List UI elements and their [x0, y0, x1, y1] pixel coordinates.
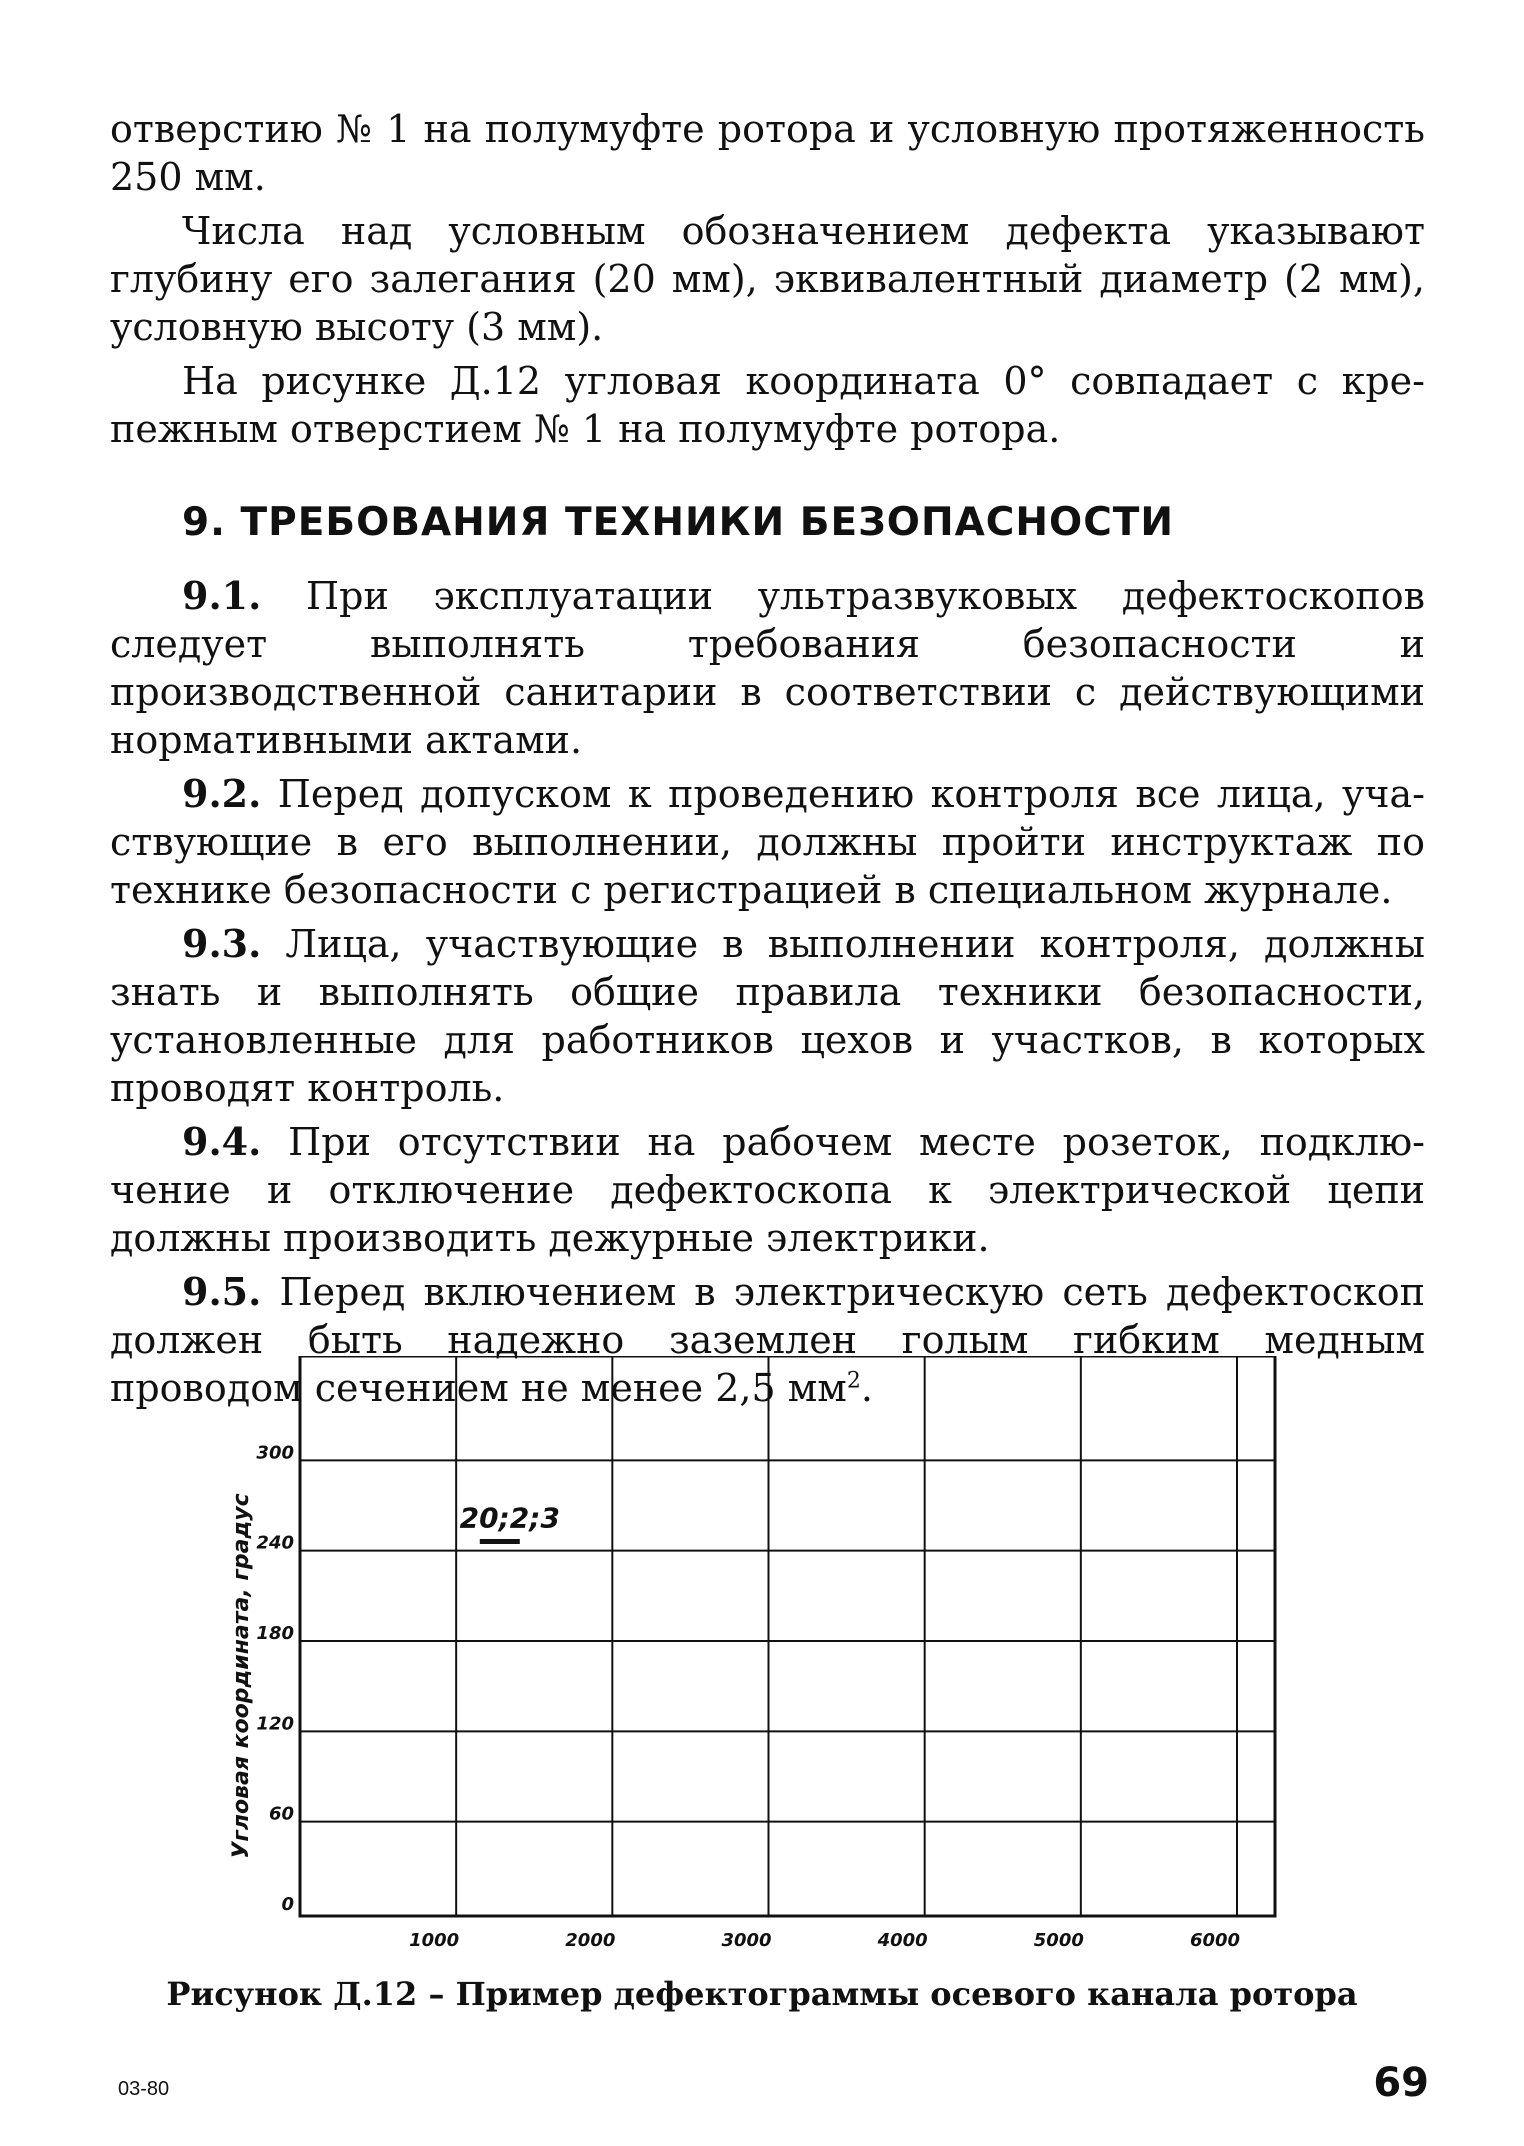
- clause-9-3: [110, 920, 1425, 1112]
- clause-end: .: [860, 1366, 873, 1410]
- clause-number: 9.3.: [182, 921, 262, 966]
- y-tick-label: 240: [256, 1532, 294, 1554]
- chart-frame: [300, 1356, 1275, 1916]
- clause-text: Перед включением в электрическую сеть дефектоскоп должен быть надежно заземлен голым гибким медным проводом сечением не менее 2,5 мм: [110, 1270, 1425, 1410]
- clause-9-1: [110, 572, 1425, 764]
- x-tick-label: 5000: [1033, 1930, 1084, 1951]
- page-number: 69: [1373, 2060, 1429, 2106]
- clause-text: При эксплуатации ультразвуковых дефектоскопов следует выполнять требования безопасности и производственной санитарии в соответствии с действующими нормативными актами.: [110, 574, 1425, 762]
- clause-number: 9.5.: [182, 1269, 262, 1314]
- x-tick-label: 1000: [409, 1930, 460, 1951]
- paragraph: отверстию № 1 на полумуфте ротора и условную протяженность 250 мм.: [110, 107, 1425, 199]
- clause-text: Перед допуском к проведению контроля все лица, участвующие в его выполнении, должны пройти инструктаж по технике безопасности с регистрацией в специальном журнале.: [110, 772, 1425, 912]
- defectogram-figure: [200, 1356, 1400, 1956]
- x-tick-label: 6000: [1189, 1930, 1241, 1951]
- clause-number: 9.2.: [182, 771, 262, 816]
- clause-text: Лица, участвующие в выполнении контроля, должны знать и выполнять общие правила техники безопасности, установленные для работников цехов и участков, в которых проводят контроль.: [110, 922, 1425, 1110]
- x-tick-label: 2000: [565, 1930, 616, 1951]
- y-tick-label: 60: [268, 1803, 294, 1825]
- section-heading: 9. ТРЕБОВАНИЯ ТЕХНИКИ БЕЗОПАСНОСТИ: [182, 500, 1175, 545]
- defect-label: 20;2;3: [459, 1501, 560, 1535]
- clause-number: 9.1.: [182, 573, 262, 618]
- superscript: 2: [846, 1368, 861, 1394]
- clause-9-2: [110, 770, 1425, 914]
- y-tick-label: 120: [256, 1713, 294, 1735]
- clause-number: 9.4.: [182, 1119, 262, 1164]
- safety-clauses: [110, 572, 1425, 1412]
- y-axis-title: Угловая координата, градус: [229, 1493, 254, 1859]
- document-code: 03-80: [118, 2078, 170, 2100]
- x-tick-label: 3000: [721, 1930, 772, 1951]
- paragraph: Числа над условным обозначением дефекта указывают глубину его залегания (20 мм), эквивалентный диаметр (2 мм), условную высоту (3 мм).: [110, 209, 1425, 349]
- clause-text: При отсутствии на рабочем месте розеток, подключение и отключение дефектоскопа к электрической цепи должны производить дежурные электрики.: [110, 1120, 1425, 1260]
- continuation-text: [110, 105, 1425, 453]
- y-tick-label: 0: [281, 1894, 294, 1915]
- y-tick-label: 180: [256, 1623, 294, 1644]
- figure-caption: Рисунок Д.12 – Пример дефектограммы осевого канала ротора: [166, 1975, 1358, 2013]
- paragraph: На рисунке Д.12 угловая координата 0° совпадает с крепежным отверстием № 1 на полумуфте ротора.: [110, 359, 1425, 451]
- defectogram-chart: [200, 1356, 1400, 1956]
- x-tick-label: 4000: [877, 1930, 928, 1951]
- clause-9-4: [110, 1118, 1425, 1262]
- y-tick-label: 300: [256, 1442, 294, 1464]
